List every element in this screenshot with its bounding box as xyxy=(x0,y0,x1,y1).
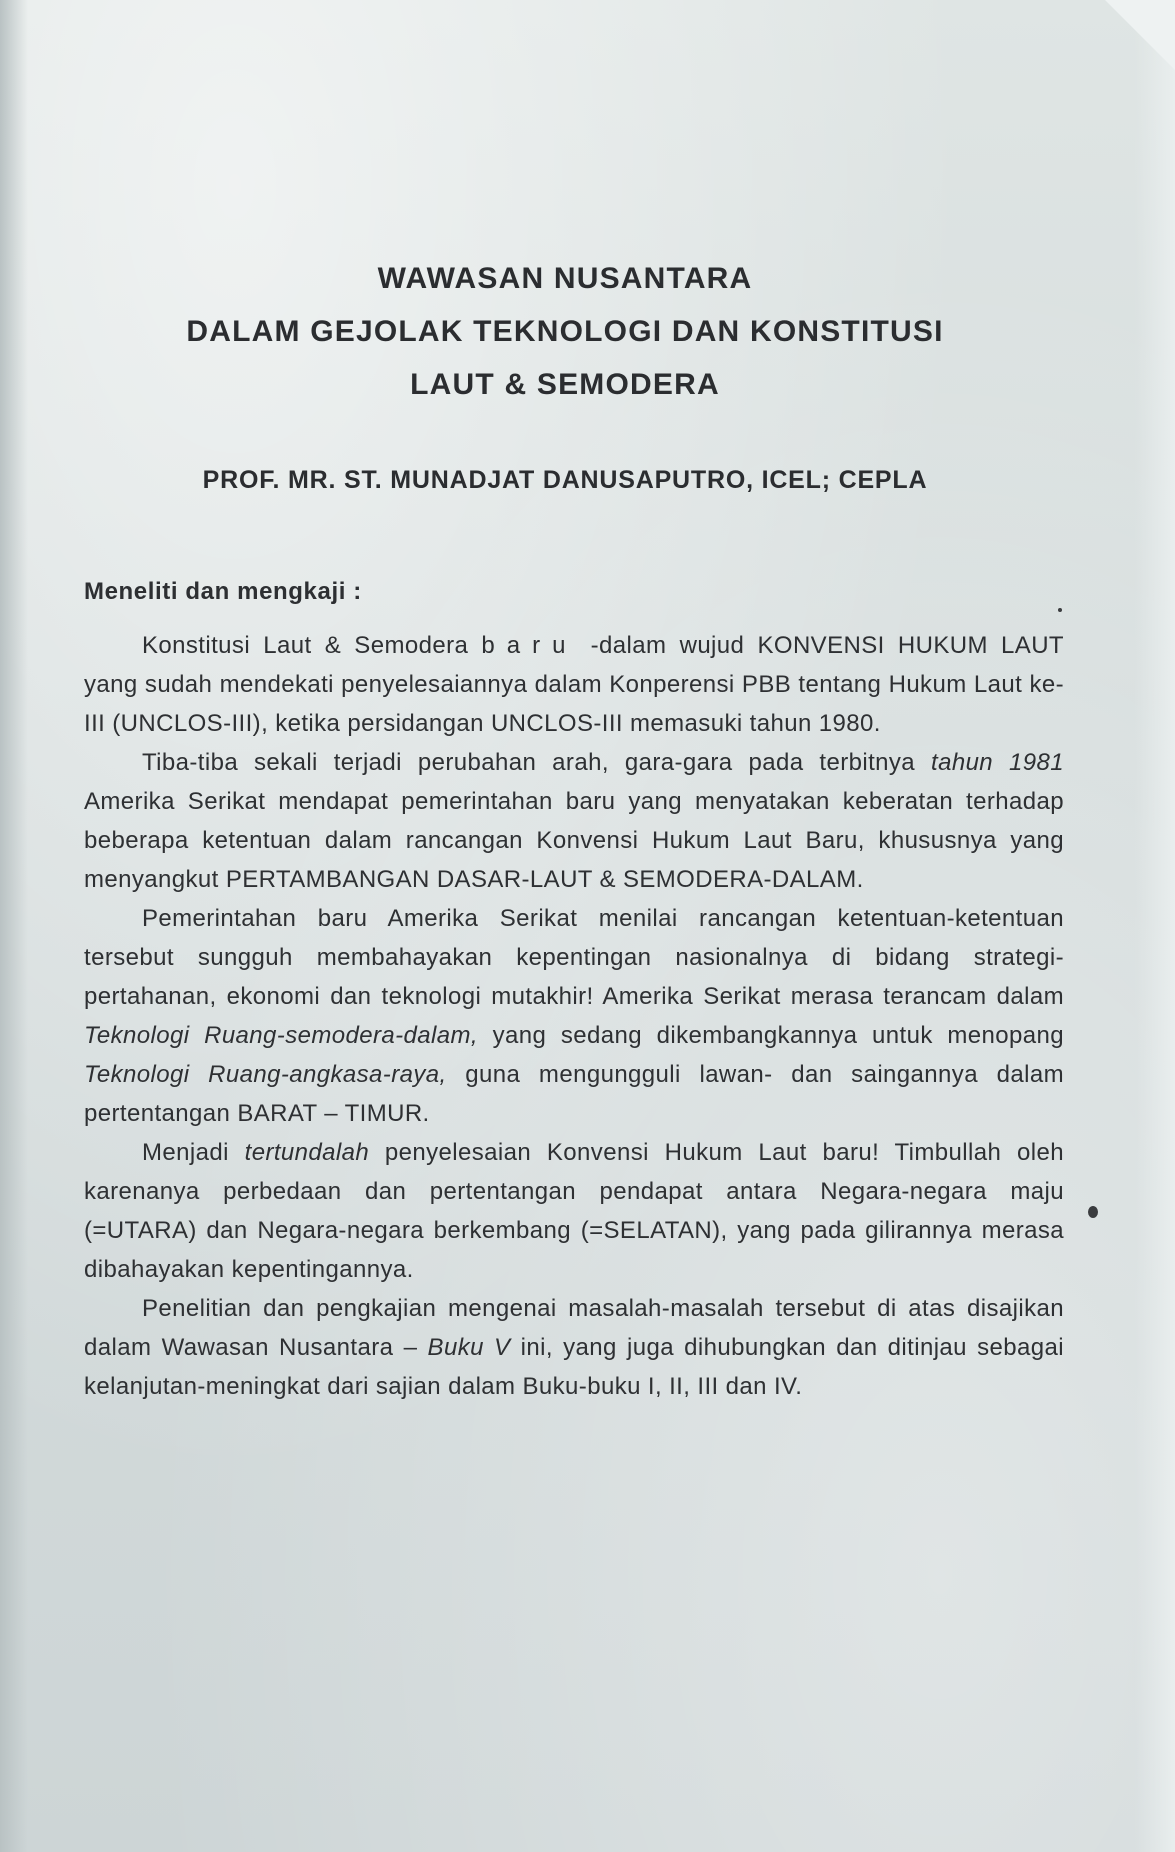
intro-heading: Meneliti dan mengkaji : xyxy=(84,578,362,605)
paragraph-5-part-c: ini, yang juga dihubungkan dan ditinjau sebagai kelanjutan-meningkat dari sajian dalam Buku-buku I, II, III dan IV. xyxy=(84,1334,1065,1400)
paragraph-3-part-a: Pemerintahan baru Amerika Serikat menilai rancangan ketentuan-ketentuan tersebut sungguh membahayakan kepentingan nasionalnya di bidang strategi-pertahanan, ekonomi dan teknologi mutakhir! Amerika Serikat merasa terancam dalam xyxy=(84,905,1064,1010)
paragraph-5-part-a: Penelitian dan pengkajian mengenai masalah-masalah tersebut di atas disajikan dalam Wawasan Nusantara – xyxy=(84,1295,1064,1361)
paragraph-1 xyxy=(84,626,1064,743)
paragraph-3-part-c: yang sedang dikembangkannya untuk menopang xyxy=(477,1022,1064,1049)
book-title xyxy=(0,252,1130,411)
ink-speck xyxy=(1058,608,1062,612)
paragraph-2-part-c: Amerika Serikat mendapat pemerintahan baru yang menyatakan keberatan terhadap beberapa ketentuan dalam rancangan Konvensi Hukum Laut Baru, khususnya yang menyangkut PERTAMBANGAN DASAR-LAUT & SEMODERA-DALAM. xyxy=(84,788,1064,893)
paragraph-4 xyxy=(84,1133,1064,1289)
title-line-1: WAWASAN NUSANTARA xyxy=(377,262,753,295)
torn-corner xyxy=(1105,0,1175,70)
page-highlight-right xyxy=(1135,0,1175,1852)
paragraph-1-part-a: Konstitusi Laut & Semodera xyxy=(142,632,482,659)
paragraph-1-spaced-word: baru xyxy=(481,632,578,659)
paragraph-1-part-c: -dalam wujud KONVENSI HUKUM LAUT yang sudah mendekati penyelesaiannya dalam Konperensi PBB tentang Hukum Laut ke-III (UNCLOS-III), ketika persidangan UNCLOS-III memasuki tahun 1980. xyxy=(84,632,1064,737)
paragraph-2 xyxy=(84,743,1064,899)
title-line-3: LAUT & SEMODERA xyxy=(410,368,720,401)
title-line-2: DALAM GEJOLAK TEKNOLOGI DAN KONSTITUSI xyxy=(186,315,944,348)
paragraph-4-part-c: penyelesaian Konvensi Hukum Laut baru! Timbullah oleh karenanya perbedaan dan pertentangan pendapat antara Negara-negara maju (=UTARA) dan Negara-negara berkembang (=SELATAN), yang pada gilirannya merasa dibahayakan kepentingannya. xyxy=(84,1139,1064,1283)
paragraph-3-part-e: guna mengungguli lawan- dan saingannya dalam pertentangan BARAT – TIMUR. xyxy=(84,1061,1064,1127)
paragraph-5 xyxy=(84,1289,1064,1406)
ink-blot xyxy=(1088,1206,1098,1218)
paragraph-2-part-a: Tiba-tiba sekali terjadi perubahan arah, gara-gara pada terbitnya xyxy=(142,749,931,776)
blurb-body xyxy=(84,626,1064,1406)
paragraph-3 xyxy=(84,899,1064,1133)
paragraph-4-part-a: Menjadi xyxy=(142,1139,245,1166)
paragraph-5-italic: Buku V xyxy=(427,1334,511,1361)
paragraph-4-italic: tertundalah xyxy=(244,1139,370,1166)
author-name: PROF. MR. ST. MUNADJAT DANUSAPUTRO, ICEL; CEPLA xyxy=(202,466,928,494)
paragraph-3-italic-2: Teknologi Ruang-angkasa-raya, xyxy=(84,1061,447,1088)
paragraph-3-italic-1: Teknologi Ruang-semodera-dalam, xyxy=(84,1022,478,1049)
paragraph-2-italic: tahun 1981 xyxy=(931,749,1064,776)
